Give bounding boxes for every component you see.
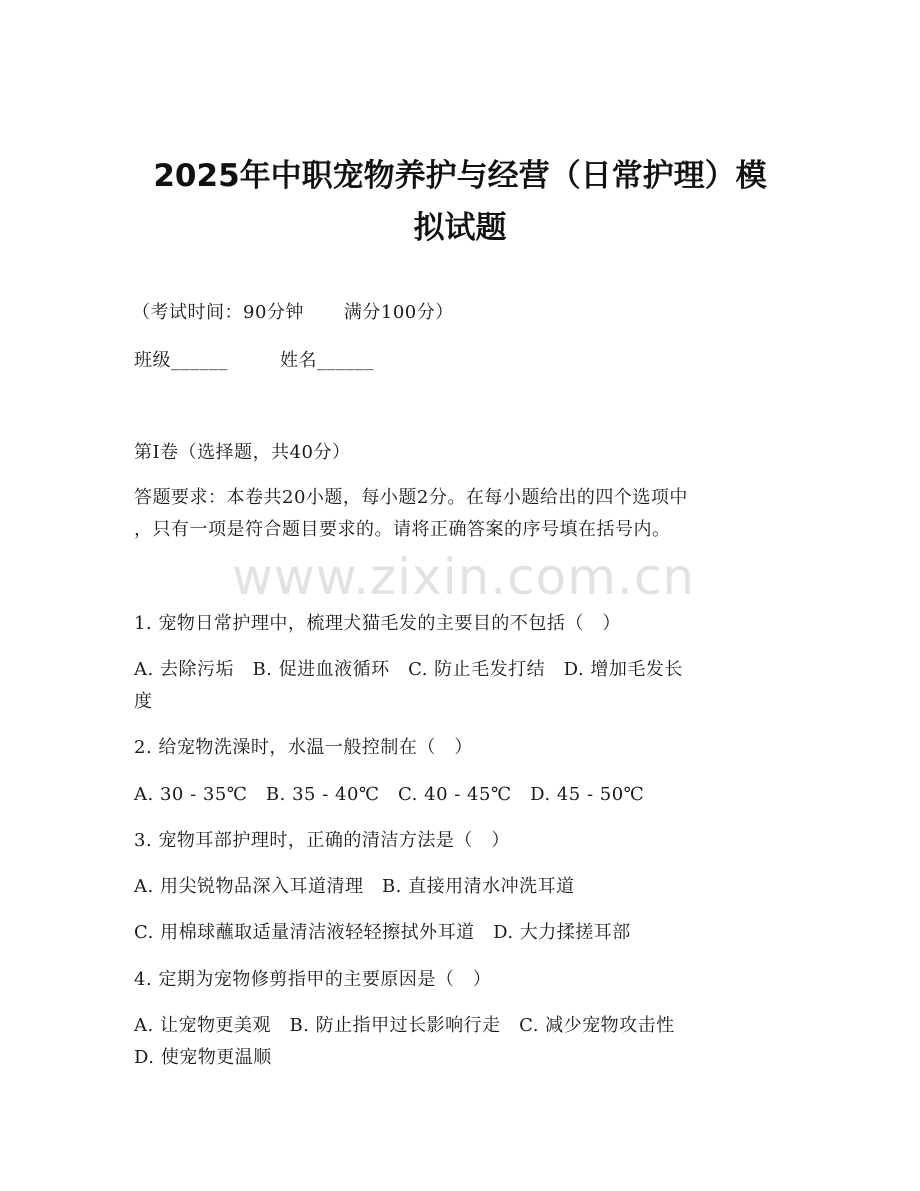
question-3-options-cont: C. 用棉球蘸取适量清洁液轻轻擦拭外耳道 D. 大力揉搓耳部 [134, 922, 631, 943]
watermark: www.zixin.com.cn [232, 548, 696, 606]
class-field: 班级______ [134, 350, 228, 371]
question-1-stem: 1. 宠物日常护理中，梳理犬猫毛发的主要目的不包括（ ） [134, 613, 621, 634]
name-field: 姓名______ [280, 350, 374, 371]
instructions-line-1: 答题要求：本卷共20小题，每小题2分。在每小题给出的四个选项中 [134, 487, 688, 508]
title-line-2: 拟试题 [413, 210, 507, 246]
student-info [134, 346, 374, 376]
document-title [110, 150, 810, 254]
question-4-stem: 4. 定期为宠物修剪指甲的主要原因是（ ） [134, 969, 492, 990]
question-4-options: A. 让宠物更美观 B. 防止指甲过长影响行走 C. 减少宠物攻击性 [134, 1015, 675, 1036]
question-3-options: A. 用尖锐物品深入耳道清理 B. 直接用清水冲洗耳道 [134, 876, 575, 897]
exam-score: 满分100分） [343, 302, 454, 323]
question-2-options: A. 30 - 35℃ B. 35 - 40℃ C. 40 - 45℃ D. 45 - 50℃ [134, 784, 645, 805]
section-heading: 第I卷（选择题，共40分） [134, 442, 351, 463]
exam-info [132, 298, 454, 328]
question-3-stem: 3. 宠物耳部护理时，正确的清洁方法是（ ） [134, 830, 510, 851]
question-4-options-cont: D. 使宠物更温顺 [134, 1047, 272, 1068]
question-1-options-cont: 度 [134, 691, 153, 712]
question-1-options: A. 去除污垢 B. 促进血液循环 C. 防止毛发打结 D. 增加毛发长 [134, 659, 683, 680]
exam-time: （考试时间：90分钟 [132, 302, 304, 323]
title-line-1: 2025年中职宠物养护与经营（日常护理）模 [153, 158, 767, 194]
question-2-stem: 2. 给宠物洗澡时，水温一般控制在（ ） [134, 737, 473, 758]
instructions-line-2: ，只有一项是符合题目要求的。请将正确答案的序号填在括号内。 [134, 519, 671, 540]
